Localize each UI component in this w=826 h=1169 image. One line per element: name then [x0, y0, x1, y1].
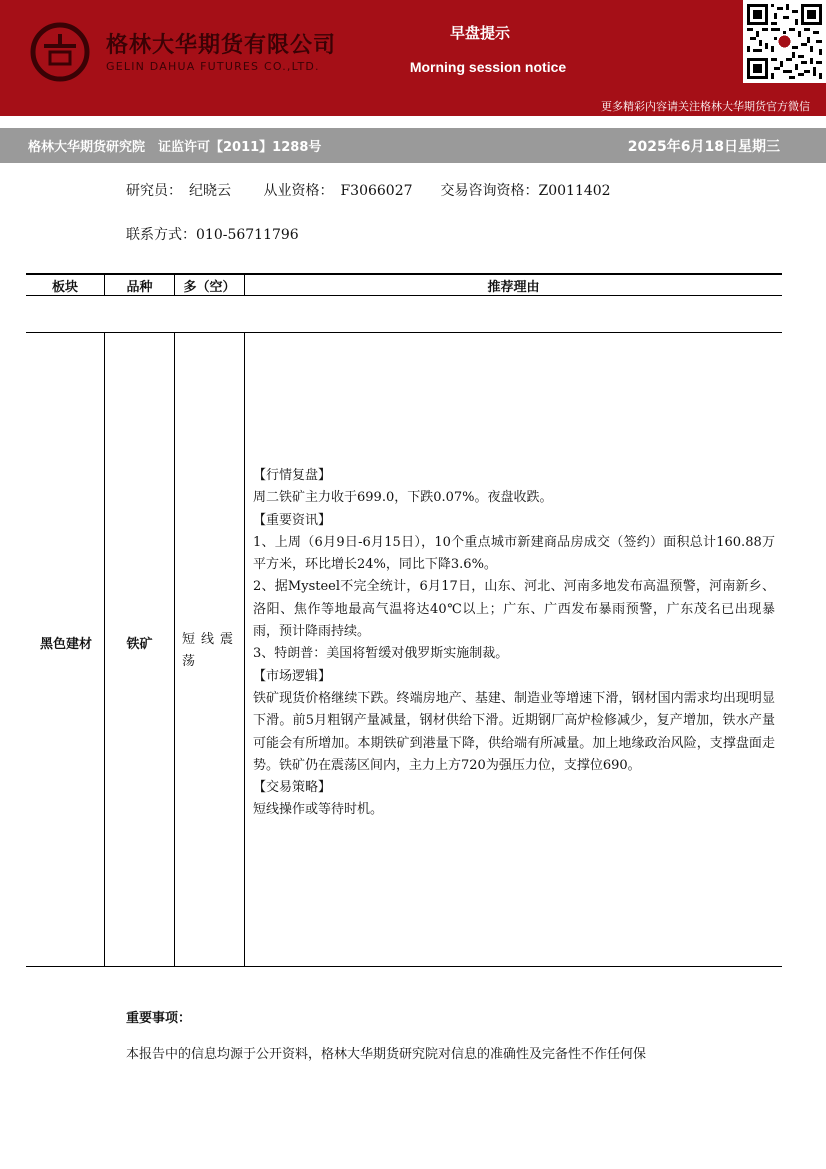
- table-row-rule: [26, 332, 782, 333]
- table-header-direction: 多（空）: [183, 280, 236, 295]
- reason-heading-review: 【行情复盘】: [253, 468, 332, 483]
- company-name-en: GELIN DAHUA FUTURES CO.,LTD.: [106, 60, 320, 73]
- cell-sector: 黑色建材: [39, 637, 92, 652]
- reason-paragraph: 铁矿现货价格继续下跌。终端房地产、基建、制造业等增速下滑，钢材国内需求均出现明显下滑。前5月粗钢产量减量，钢材供给下滑。近期钢厂高炉检修减少，复产增加，铁水产量可能会有所增加。本期铁矿到港量下降，供给端有所减量。加上地缘政治风险，支撑盘面走势。铁矿仍在震荡区间内，主力上方720为强压力位，支撑位690。: [253, 690, 775, 773]
- important-notes-title: 重要事项：: [126, 1011, 192, 1026]
- wechat-qr-code-icon: [747, 4, 822, 79]
- reason-paragraph: 1、上周（6月9日-6月15日），10个重点城市新建商品房成交（签约）面积总计160.88万平方米，环比增长24%，同比下降3.6%。: [253, 534, 775, 573]
- company-name-cn: 格林大华期货有限公司: [106, 33, 337, 58]
- cell-reason: [253, 465, 775, 822]
- reason-paragraph: 2、据Mysteel不完全统计，6月17日，山东、河北、河南多地发布高温预警，河南新乡、洛阳、焦作等地最高气温将达40℃以上；广东、广西发布暴雨预警，广东茂名已出现暴雨，预计降雨持续。: [253, 579, 775, 640]
- researcher-info: 研究员： 纪晓云 从业资格： F3066027 交易咨询资格：Z0011402: [126, 183, 611, 199]
- important-notes-text: 本报告中的信息均源于公开资料，格林大华期货研究院对信息的准确性及完备性不作任何保: [126, 1047, 647, 1062]
- table-header-variety: 品种: [126, 280, 153, 295]
- reason-paragraph: 3、特朗普：美国将暂缓对俄罗斯实施制裁。: [253, 646, 509, 662]
- reason-paragraph: 短线操作或等待时机。: [253, 802, 384, 818]
- table-top-rule: [26, 273, 782, 275]
- reason-paragraph: 周二铁矿主力收于699.0，下跌0.07%。夜盘收跌。: [253, 490, 553, 506]
- table-col-divider: [244, 332, 245, 967]
- report-title-en: Morning session notice: [409, 59, 567, 75]
- wechat-qr-code: [743, 0, 826, 83]
- institute-license: 格林大华期货研究院 证监许可【2011】1288号: [28, 140, 322, 155]
- table-bottom-rule: [26, 966, 782, 967]
- reason-heading-logic: 【市场逻辑】: [253, 668, 332, 684]
- reason-heading-strategy: 【交易策略】: [253, 780, 332, 796]
- cell-direction: 短线震荡: [182, 632, 236, 669]
- contact-info: 联系方式：010-56711796: [126, 227, 299, 243]
- table-header-rule: [26, 295, 782, 296]
- report-date: 2025年6月18日星期三: [627, 139, 780, 155]
- gelin-dahua-logo-icon: [30, 22, 90, 82]
- cell-variety: 铁矿: [126, 637, 153, 652]
- table-col-divider: [174, 332, 175, 967]
- reason-heading-news: 【重要资讯】: [253, 512, 332, 528]
- report-title-cn: 早盘提示: [449, 24, 510, 42]
- table-header-reason: 推荐理由: [487, 280, 540, 295]
- wechat-follow-note: 更多精彩内容请关注格林大华期货官方微信: [601, 100, 810, 113]
- table-header-sector: 板块: [51, 280, 78, 295]
